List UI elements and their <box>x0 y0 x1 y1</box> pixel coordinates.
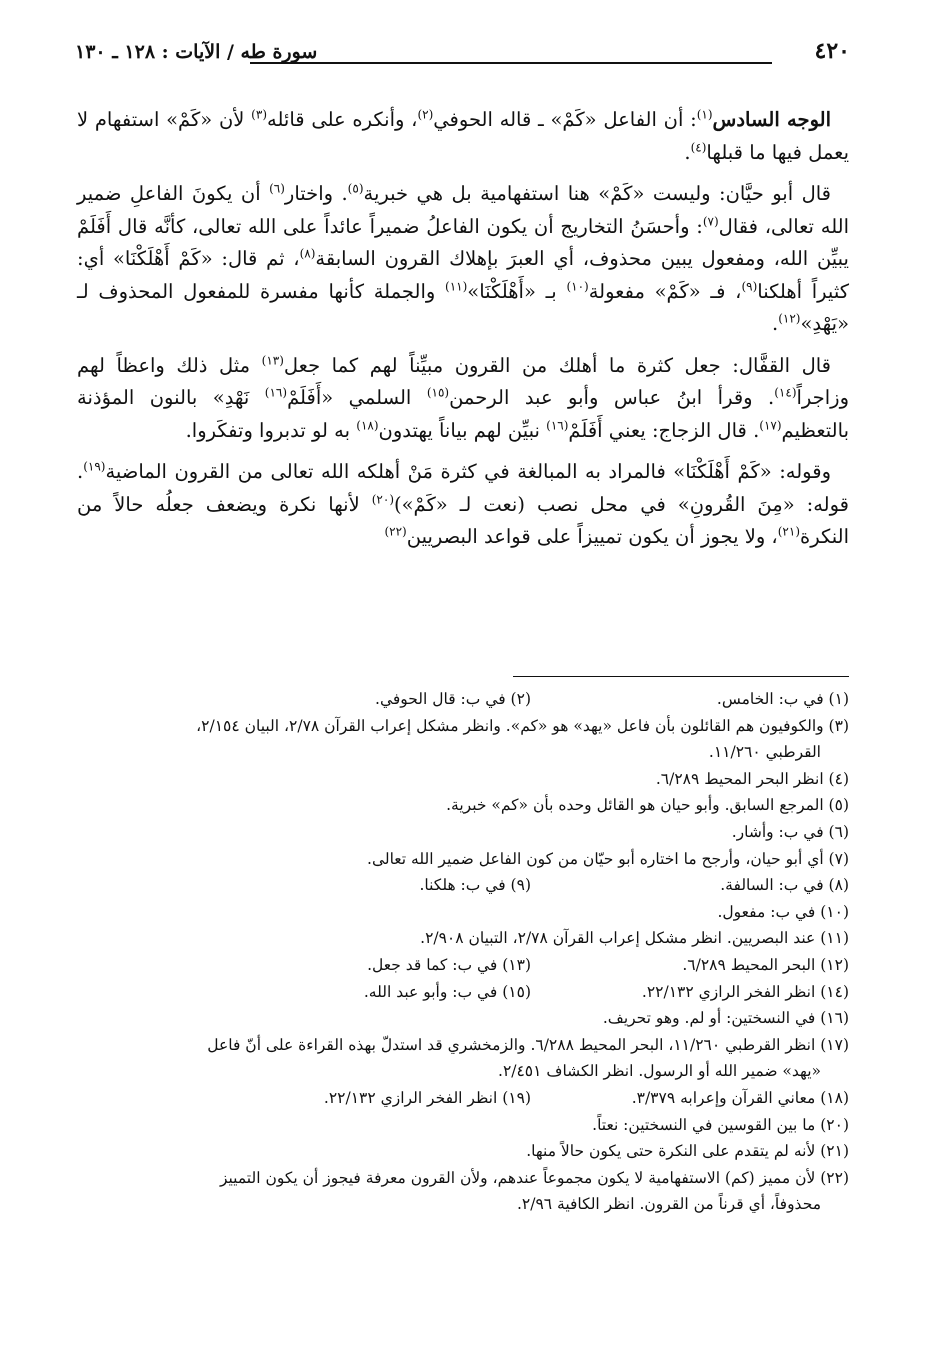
footnote-mark: (٢) <box>417 107 434 122</box>
footnote-mark: (٣) <box>251 107 267 122</box>
footnote-mark: (٢٢) <box>384 524 407 539</box>
footnote-mark: (١٨) <box>356 418 379 432</box>
footnote-mark: (٦) <box>269 181 285 196</box>
footnote-6: (٦) في ب: وأشار. <box>731 822 849 841</box>
footnote-mark: (٢١) <box>777 524 800 539</box>
footnote-2: (٢) في ب: قال الحوفي. <box>375 690 531 708</box>
footnote-14: (١٤) انظر الفخر الرازي ٢٢/١٣٢. <box>641 982 849 1001</box>
footnote-9: (٩) في ب: هلكنا. <box>419 876 531 895</box>
footnote-15: (١٥) في ب: وأبو عبد الله. <box>363 982 531 1001</box>
running-title: سورة طه / الآيات : ١٢٨ ـ ١٣٠ <box>75 41 318 63</box>
footnote-mark: (٤) <box>690 140 707 154</box>
lead-phrase: الوجه السادس <box>712 108 832 131</box>
footnote-mark: (١٤) <box>774 385 797 400</box>
footnote-13: (١٣) في ب: كما قد جعل. <box>367 955 531 974</box>
footnote-mark: (٨) <box>299 246 316 261</box>
footnote-3: (٣) والكوفيون هم القائلون بأن فاعل «يهد» هو «كم». وانظر مشكل إعراب القرآن ٢/٧٨، البيان ٢/١٥٤، <box>196 716 849 735</box>
footnote-5: (٥) المرجع السابق. وأبو حيان هو القائل وحده بأن «كم» خبرية. <box>446 796 849 815</box>
footnote-19: (١٩) انظر الفخر الرازي ٢٢/١٣٢. <box>323 1088 531 1107</box>
footnote-mark: (٧) <box>702 214 719 228</box>
footnotes <box>77 686 849 1218</box>
footnote-row <box>77 872 849 899</box>
footnote-mark: (١٢) <box>778 311 801 326</box>
footnote-mark: (١٩) <box>83 459 106 474</box>
footnote-mark: (٢٠) <box>371 492 394 506</box>
paragraph-1: الوجه السادس$^{(١)}$: أن الفاعل «كَمْ» ـ قاله الحوفي$^{(٢)}$، وأنكره على قائله$^{(٣)}$ لأن «كَمْ» استفهام لا يعمل فيها ما قبلها$^{(٤)}$. <box>77 107 849 164</box>
footnote-mark: (٥) <box>347 181 364 196</box>
footnote-row <box>77 686 849 713</box>
footnote-mark: (١٦) <box>546 418 569 432</box>
footnote-17: (١٧) انظر القرطبي ١١/٢٦٠، البحر المحيط ٦/٢٨٨. والزمخشري قد استدلّ بهذه القراءة على أنّ فاعل <box>207 1035 849 1054</box>
footnote-7: (٧) أي أبو حيان، وأرجح ما اختاره أبو حيّان من كون الفاعل ضمير الله تعالى. <box>367 849 849 868</box>
footnote-mark: (١٦) <box>264 385 288 400</box>
main-text <box>77 104 849 563</box>
footnote-10: (١٠) في ب: مفعول. <box>717 902 849 921</box>
paragraph-3: قال القفَّال: جعل كثرة ما أهلك من القرون مبيِّناً لهم كما جعل$^{(١٣)}$ مثل ذلك واعظاً لهم وزاجراً$^{(١٤)}$. وقرأ ابنُ عباس وأبو عبد الرحمن$^{(١٥)}$ السلمي «أَفَلَمْ$^{(١٦)}$ نَهْدِ» بالنون المؤذنة بالتعظيم$^{(١٧)}$. قال الزجاج: يعني أَفَلَمْ$^{(١٦)}$ نبيِّن لهم بياناً يهتدون$^{(١٨)}$ به لو تدبروا وتفكَروا. <box>77 353 849 442</box>
footnote-1: (١) في ب: الخامس. <box>716 690 849 708</box>
footnote-22: (٢٢) لأن مميز (كم) الاستفهامية لا يكون مجموعاً عندهم، ولأن القرون معرفة فيجوز أن يكون التمييز <box>219 1168 849 1187</box>
footnote-18: (١٨) معاني القرآن وإعرابه ٣/٣٧٩. <box>631 1088 849 1107</box>
footnote-4: (٤) انظر البحر المحيط ٦/٢٨٩. <box>655 769 849 788</box>
footnote-16: (١٦) في النسختين: أو لم. وهو تحريف. <box>602 1009 849 1028</box>
footnote-21: (٢١) لأنه لم يتقدم على النكرة حتى يكون حالاً منها. <box>526 1142 849 1161</box>
footnote-row <box>77 979 849 1006</box>
footnote-mark: (١١) <box>445 279 468 293</box>
footnote-row <box>77 1085 849 1112</box>
footnote-mark: (١٥) <box>426 385 450 400</box>
footnote-row <box>77 952 849 979</box>
page-number: ٤٢٠ <box>814 38 850 64</box>
paragraph-4: وقوله: «كَمْ أَهْلَكْنَا» فالمراد به المبالغة في كثرة مَنْ أهلكه الله تعالى من القرون الماضية$^{(١٩)}$. قوله: «مِنَ القُرونِ» في محل نصب (نعت لـ «كَمْ»)$^{(٢٠)}$ لأنها نكرة ويضعف جعلُه حالاً من النكرة$^{(٢١)}$، ولا يجوز أن يكون تمييزاً على قواعد البصريين$^{(٢٢)}$ <box>77 459 850 548</box>
paragraph-2: قال أبو حيَّان: وليست «كَمْ» هنا استفهامية بل هي خبرية$^{(٥)}$. واختار$^{(٦)}$ أن يكونَ الفاعلِ ضمير الله تعالى، فقال$^{(٧)}$: وأحسَنُ التخاريج أن يكون الفاعلُ ضميراً عائداً على الله تعالى، كأنَّه قال أَفَلَمْ يبيِّن الله، ومفعول يبين محذوف، أي العبرَ بإهلاك القرون السابقة$^{(٨)}$، ثم قال: «كَمْ أَهْلَكْنَا» أي: كثيراً أهلكنا$^{(٩)}$، فـ «كَمْ» مفعولة$^{(١٠)}$ بـ «أَهْلَكْنَا»$^{(١١)}$ والجملة كأنها مفسرة للمفعول المحذوف لـ «يَهْدِ»$^{(١٢)}$. <box>77 181 850 335</box>
footnote-mark: (١٧) <box>759 418 782 432</box>
footnote-separator <box>513 676 849 677</box>
footnote-mark: (٩) <box>741 279 758 293</box>
footnote-mark: (١٣) <box>261 353 284 367</box>
footnote-3-cont: القرطبي ١١/٢٦٠. <box>708 743 821 762</box>
footnote-12: (١٢) البحر المحيط ٦/٢٨٩. <box>682 955 849 974</box>
footnote-8: (٨) في ب: السالفة. <box>720 876 849 895</box>
header-rule <box>250 62 772 64</box>
page-header <box>75 38 850 70</box>
footnote-20: (٢٠) ما بين القوسين في النسختين: نعتاً. <box>592 1115 849 1134</box>
footnote-mark: (١) <box>696 107 713 122</box>
footnote-mark: (١٠) <box>566 279 589 293</box>
footnote-22-cont: محذوفاً، أي قرناً من القرون. انظر الكافية ٢/٩٦. <box>516 1195 821 1214</box>
footnote-11: (١١) عند البصريين. انظر مشكل إعراب القرآن ٢/٧٨، التبيان ٢/٩٠٨. <box>420 929 849 948</box>
footnote-17-cont: «يهد» ضمير الله أو الرسول. انظر الكشاف ٢/٤٥١. <box>498 1062 821 1081</box>
